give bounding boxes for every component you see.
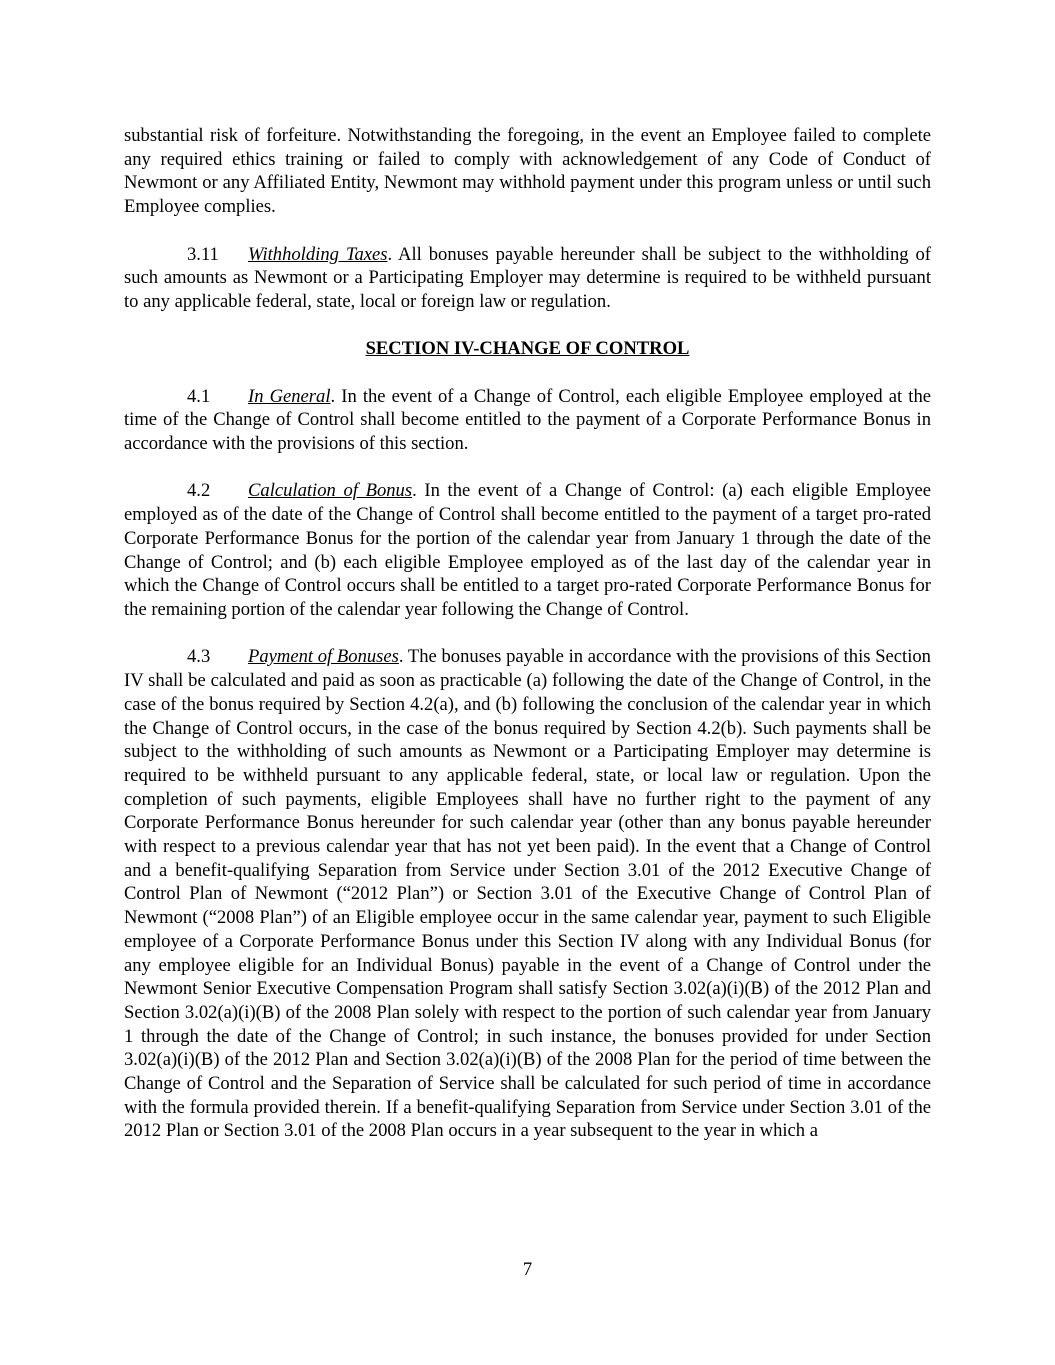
section-3-11 [124,243,931,314]
section-4-2 [124,479,931,621]
section-4-1 [124,385,931,456]
section-text: . In the event of a Change of Control, each eligible Employee employed at the time of the Change of Control shall become entitled to the payment of a Corporate Performance Bonus in accordance with the provisions of this section. [124,385,931,455]
section-number: 4.3 [187,646,211,668]
section-caption: Payment of Bonuses [248,646,399,668]
section-number: 4.1 [187,385,211,407]
section-caption: In General [248,385,331,407]
section-number: 3.11 [187,243,219,265]
section-number: 4.2 [187,480,211,502]
section-text: . All bonuses payable hereunder shall be subject to the withholding of such amounts as Newmont or a Participating Employer may determine is required to be withheld pursuant to any applicable federal, state, local or foreign law or regulation. [124,243,931,312]
section-text: . In the event of a Change of Control: (a) each eligible Employee employed as of the date of the Change of Control shall become entitled to the payment of a target pro-rated Corporate Performance Bonus for the portion of the calendar year from January 1 through the date of the Change of Control; and (b) each eligible Employee employed as of the last day of the calendar year in which the Change of Control occurs shall be entitled to a target pro-rated Corporate Performance Bonus for the remaining portion of the calendar year following the Change of Control. [124,480,931,620]
paragraph-continuation: substantial risk of forfeiture. Notwithstanding the foregoing, in the event an Employee failed to complete any required ethics training or failed to comply with acknowledgement of any Code of Conduct of Newmont or any Affiliated Entity, Newmont may withhold payment under this program unless or until such Employee complies. [124,125,931,218]
page-number: 7 [522,1259,533,1280]
document-page [124,124,931,1167]
section-heading: SECTION IV-CHANGE OF CONTROL [365,338,690,360]
section-text: . The bonuses payable in accordance with the provisions of this Section IV shall be calculated and paid as soon as practicable (a) following the date of the Change of Control, in the case of the bonus required by Section 4.2(a), and (b) following the conclusion of the calendar year in which the Change of Control occurs, in the case of the bonus required by Section 4.2(b). Such payments shall be subject to the withholding of such amounts as Newmont or a Participating Employer may determine is required to be withheld pursuant to any applicable federal, state, or local law or regulation. Upon the completion of such payments, eligible Employees shall have no further right to the payment of any Corporate Performance Bonus hereunder for such calendar year (other than any bonus payable hereunder with respect to a previous calendar year that has not yet been paid). In the event that a Change of Control and a benefit-qualifying Separation from Service under Section 3.01 of the 2012 Executive Change of Control Plan of Newmont (“2012 Plan”) or Section 3.01 of the Executive Change of Control Plan of Newmont (“2008 Plan”) of an Eligible employee occur in the same calendar year, payment to such Eligible employee of a Corporate Performance Bonus under this Section IV along with any Individual Bonus (for any employee eligible for an Individual Bonus) payable in the event of a Change of Control under the Newmont Senior Executive Compensation Program shall satisfy Section 3.02(a)(i)(B) of the 2012 Plan and Section 3.02(a)(i)(B) of the 2008 Plan solely with respect to the portion of such calendar year from January 1 through the date of the Change of Control; in such instance, the bonuses provided for under Section 3.02(a)(i)(B) of the 2012 Plan and Section 3.02(a)(i)(B) of the 2008 Plan for the period of time between the Change of Control and the Separation of Service shall be calculated for such period of time in accordance with the formula provided therein. If a benefit-qualifying Separation from Service under Section 3.01 of the 2012 Plan or Section 3.01 of the 2008 Plan occurs in a year subsequent to the year in which a [124,646,931,1142]
section-4-3 [124,645,931,1143]
section-caption: Calculation of Bonus [248,480,413,502]
section-caption: Withholding Taxes [248,243,388,265]
